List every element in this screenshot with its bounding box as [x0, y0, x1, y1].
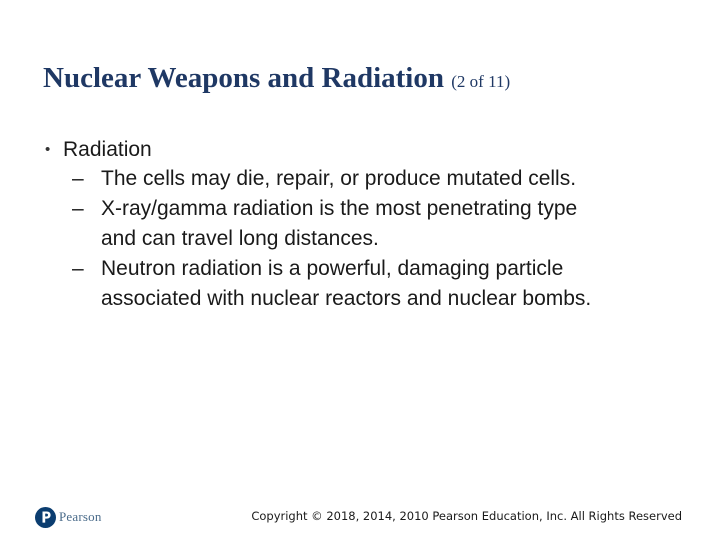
pearson-wordmark: Pearson	[59, 509, 102, 524]
sub-bullet-line: X-ray/gamma radiation is the most penetrating type	[101, 197, 578, 220]
copyright-notice: Copyright © 2018, 2014, 2010 Pearson Education, Inc. All Rights Reserved	[251, 509, 682, 523]
slide-body	[45, 136, 695, 314]
sub-bullet-neutron	[45, 254, 695, 314]
dash-icon: –	[72, 197, 84, 220]
dash-icon: –	[72, 257, 84, 280]
slide-title	[43, 58, 703, 102]
sub-bullet-cells	[45, 164, 695, 194]
sub-bullet-line-continued: associated with nuclear reactors and nuclear bombs.	[101, 287, 592, 310]
sub-bullet-line: The cells may die, repair, or produce mutated cells.	[101, 167, 577, 190]
slide-title-main: Nuclear Weapons and Radiation	[43, 62, 444, 94]
pearson-p-icon	[35, 507, 56, 528]
pearson-logo	[35, 505, 115, 529]
sub-bullet-xray	[45, 194, 695, 254]
slide-counter: (2 of 11)	[451, 72, 511, 91]
bullet-label: Radiation	[63, 138, 152, 161]
sub-bullet-line-continued: and can travel long distances.	[101, 227, 379, 250]
pearson-p-glyph-icon	[40, 510, 52, 524]
dash-icon: –	[72, 167, 84, 190]
bullet-radiation	[45, 136, 695, 164]
sub-bullet-line: Neutron radiation is a powerful, damaging particle	[101, 257, 564, 280]
bullet-icon: •	[45, 141, 51, 158]
